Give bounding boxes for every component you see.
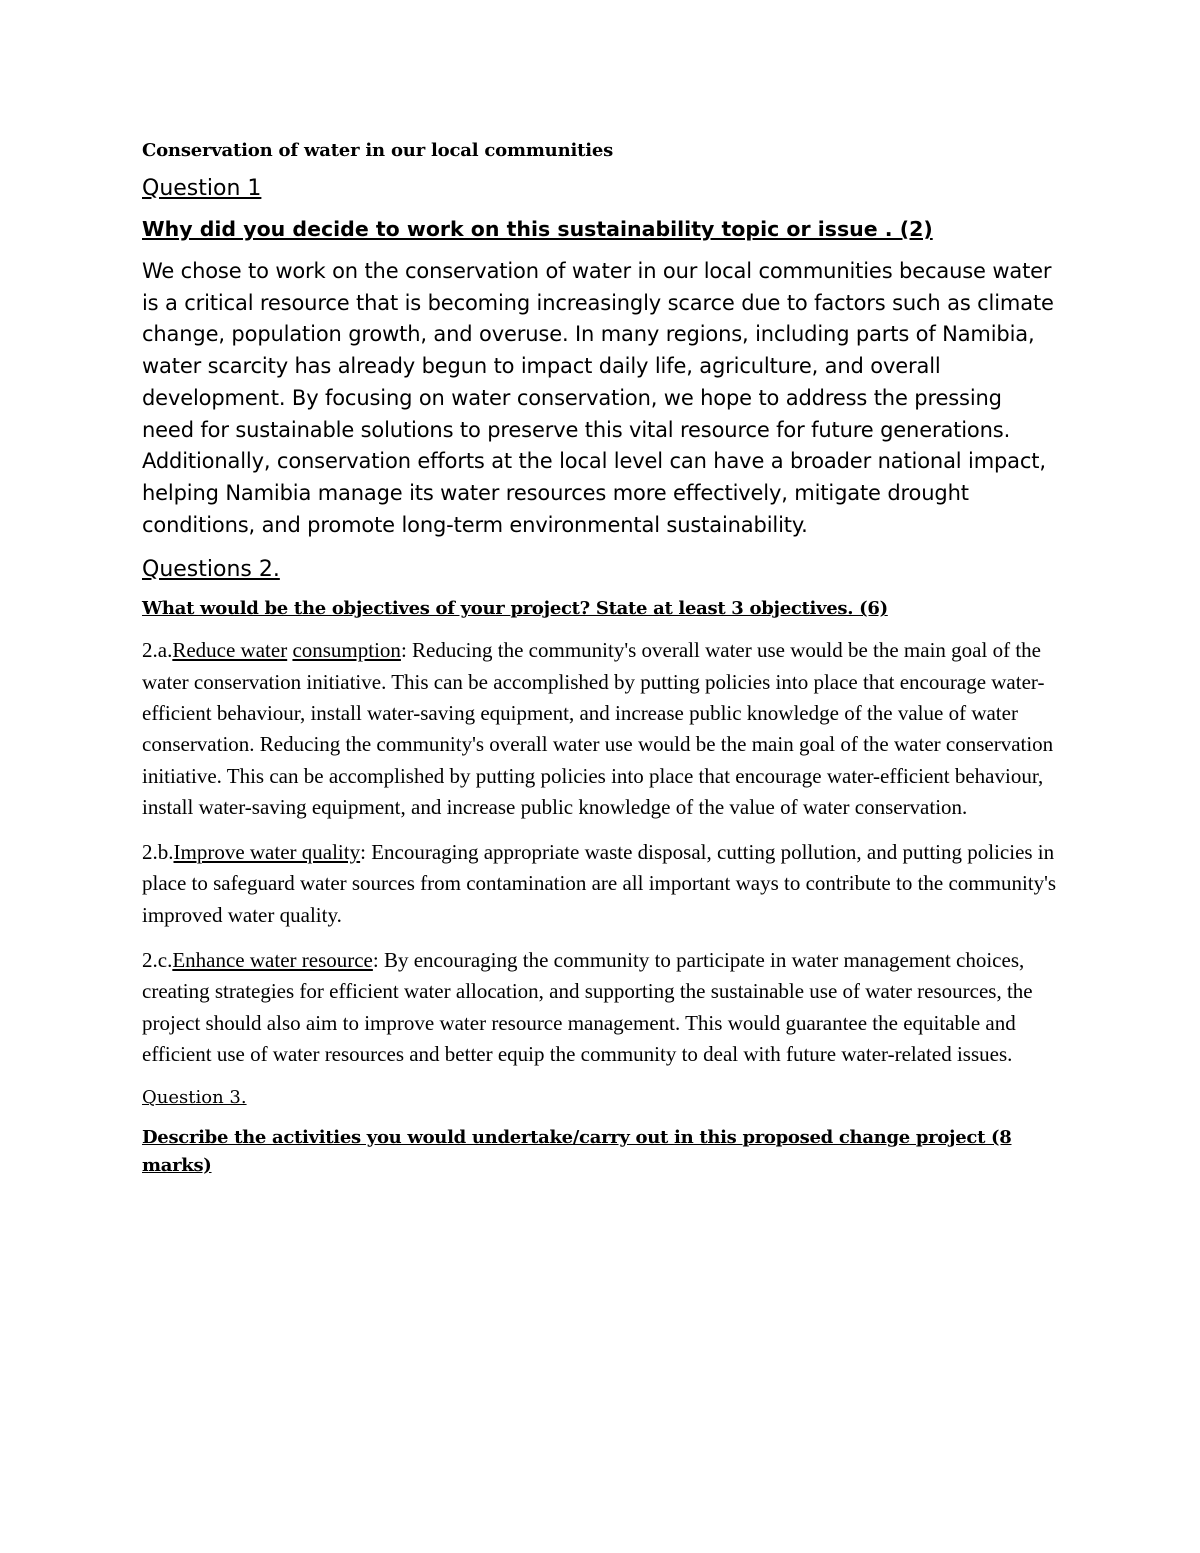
objective-text: : Reducing the community's overall water use would be the main goal of the water conservation initiative. This can be accomplished by putting policies into place that encourage water-efficient behaviour, install water-saving equipment, and increase public knowledge of the value of water conservation. Reducing the community's overall water use would be the main goal of the water conservation initiative. This can be accomplished by putting policies into place that encourage water-efficient behaviour, install water-saving equipment, and increase public knowledge of the value of water conservation. <box>142 638 1054 819</box>
objective-title: Enhance water resource <box>172 948 373 972</box>
objective-2b <box>142 837 1057 931</box>
question-1-answer: We chose to work on the conservation of water in our local communities because water is a critical resource that is becoming increasingly scarce due to factors such as climate change, population growth, and overuse. In many regions, including parts of Namibia, water scarcity has already begun to impact daily life, agriculture, and overall development. By focusing on water conservation, we hope to address the pressing need for sustainable solutions to preserve this vital resource for future generations. Additionally, conservation efforts at the local level can have a broader national impact, helping Namibia manage its water resources more effectively, mitigate drought conditions, and promote long-term environmental sustainability. <box>142 259 1054 537</box>
objective-title: Improve water quality <box>173 840 361 865</box>
question-2-heading: Questions 2. <box>142 557 280 583</box>
objective-text: : Encouraging appropriate waste disposal, cutting pollution, and putting policies in place to safeguard water sources from contamination are all important ways to contribute to the community's improved water quality. <box>142 840 1057 927</box>
objective-title: Reduce water <box>172 638 288 663</box>
question-3-heading: Question 3. <box>142 1087 247 1109</box>
objective-title: consumption <box>292 638 401 663</box>
objective-2c <box>142 945 1057 1070</box>
question-1-heading: Question 1 <box>142 176 262 201</box>
question-1-prompt: Why did you decide to work on this sustainability topic or issue . (2) <box>142 217 933 241</box>
objective-number: 2.b. <box>142 840 174 865</box>
objective-text: : By encouraging the community to participate in water management choices, creating strategies for efficient water allocation, and supporting the sustainable use of water resources, the project should also aim to improve water resource management. This would guarantee the equitable and efficient use of water resources and better equip the community to deal with future water-related issues. <box>142 948 1033 1066</box>
document-page <box>142 138 1057 1192</box>
question-2-prompt: What would be the objectives of your project? State at least 3 objectives. (6) <box>142 598 888 620</box>
objective-number: 2.c. <box>142 948 173 972</box>
objective-number: 2.a. <box>142 638 173 663</box>
document-title: Conservation of water in our local communities <box>142 140 614 161</box>
objective-2a <box>142 635 1057 823</box>
question-3-prompt: Describe the activities you would undertake/carry out in this proposed change project (8 marks) <box>142 1127 1012 1177</box>
